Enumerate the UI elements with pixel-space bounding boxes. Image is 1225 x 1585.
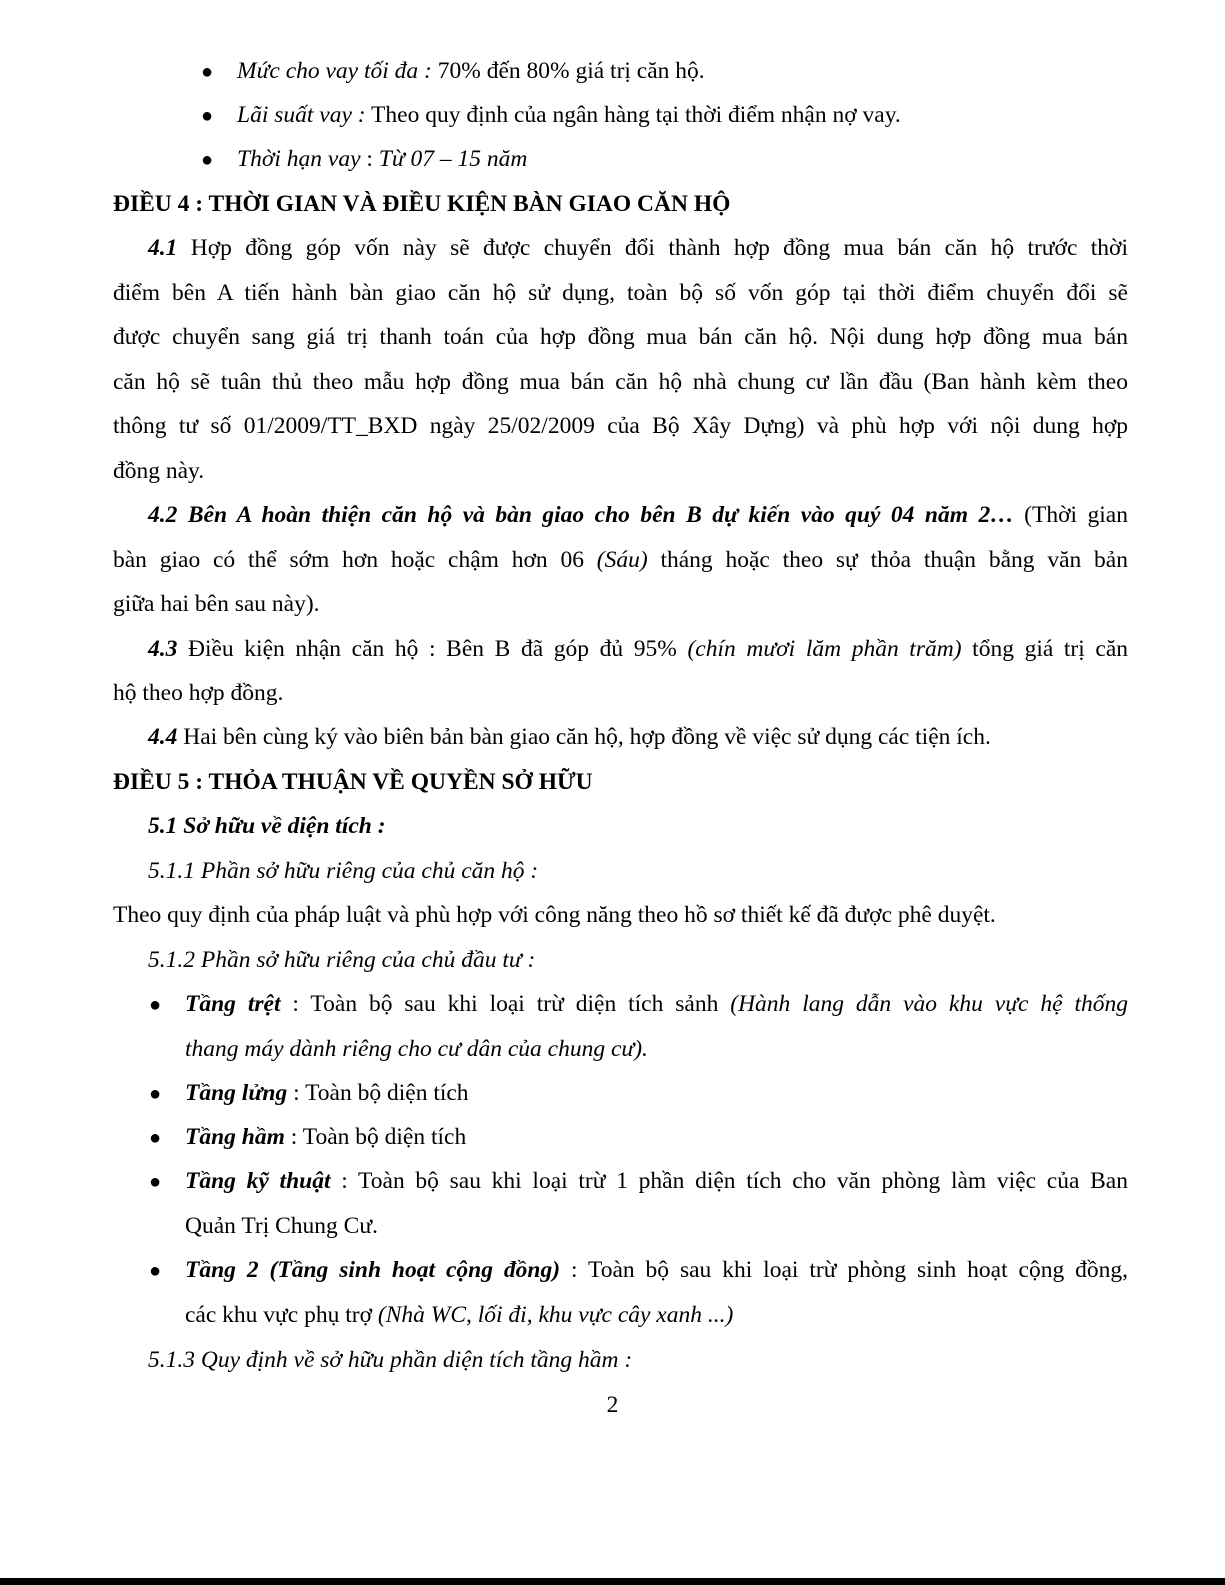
- para-4-1-line-6: đồng này.: [113, 458, 205, 484]
- floor-2-text: : Toàn bộ sau khi loại trừ phòng sinh hoạt cộng đồng,: [560, 1257, 1128, 1283]
- floor-ground-label: Tầng trệt: [185, 991, 281, 1017]
- floor-2-line-2: [185, 1300, 733, 1330]
- para-4-1-line-1: [148, 233, 1128, 263]
- para-4-2-text-b: tháng hoặc theo sự thỏa thuận bằng văn bản: [647, 547, 1128, 573]
- para-4-2-rest: (Thời gian: [1013, 502, 1128, 528]
- floor-technical-line-2: Quản Trị Chung Cư.: [185, 1213, 378, 1239]
- loan-max-item: [237, 56, 705, 86]
- article-5-heading: ĐIỀU 5 : THỎA THUẬN VỀ QUYỀN SỞ HỮU: [113, 769, 593, 795]
- section-5-1-3-title: 5.1.3 Quy định về sở hữu phần diện tích tầng hầm :: [148, 1347, 633, 1373]
- para-4-1-line-4: căn hộ sẽ tuân thủ theo mẫu hợp đồng mua bán căn hộ nhà chung cư lần đầu (Ban hành kèm theo: [113, 369, 1128, 395]
- loan-term-value: Từ 07 – 15 năm: [378, 146, 528, 172]
- floor-2-line-2-italic: (Nhà WC, lối đi, khu vực cây xanh ...): [377, 1302, 734, 1328]
- para-4-1-line-3: được chuyển sang giá trị thanh toán của hợp đồng mua bán căn hộ. Nội dung hợp đồng mua bán: [113, 324, 1128, 350]
- para-4-2-line-1: [148, 500, 1128, 530]
- bullet-icon: ●: [149, 1083, 162, 1105]
- floor-basement-text: : Toàn bộ diện tích: [284, 1124, 467, 1150]
- para-4-4-text: Hai bên cùng ký vào biên bản bàn giao căn hộ, hợp đồng về việc sử dụng các tiện ích.: [177, 724, 991, 750]
- floor-ground-italic: (Hành lang dẫn vào khu vực hệ thống: [730, 991, 1128, 1017]
- section-5-1-1-title: 5.1.1 Phần sở hữu riêng của chủ căn hộ :: [148, 858, 539, 884]
- para-4-3-text-b: tổng giá trị căn: [961, 636, 1129, 662]
- floor-mezzanine-text: : Toàn bộ diện tích: [287, 1080, 469, 1106]
- loan-term-label: Thời hạn vay: [237, 146, 361, 172]
- floor-technical-text: : Toàn bộ sau khi loại trừ 1 phần diện tích cho văn phòng làm việc của Ban: [330, 1168, 1128, 1194]
- para-4-2-italic: (Sáu): [596, 547, 648, 573]
- bullet-icon: ●: [201, 149, 214, 171]
- floor-2-line-2-text: các khu vực phụ trợ: [185, 1302, 378, 1328]
- para-4-2-bold: 4.2 Bên A hoàn thiện căn hộ và bàn giao cho bên B dự kiến vào quý 04 năm 2…: [148, 502, 1014, 528]
- para-4-4-number: 4.4: [148, 724, 178, 750]
- loan-max-label: Mức cho vay tối đa :: [237, 58, 432, 84]
- section-5-1-2-title: 5.1.2 Phần sở hữu riêng của chủ đầu tư :: [148, 947, 536, 973]
- floor-2-item: [185, 1255, 1128, 1285]
- para-4-1-text: Hợp đồng góp vốn này sẽ được chuyển đổi thành hợp đồng mua bán căn hộ trước thời: [177, 235, 1128, 261]
- para-4-4: [148, 722, 991, 752]
- loan-term-item: [237, 144, 527, 174]
- para-4-1-number: 4.1: [148, 235, 178, 261]
- floor-ground-line-2: thang máy dành riêng cho cư dân của chung cư).: [185, 1036, 648, 1062]
- floor-basement-label: Tầng hầm: [185, 1124, 285, 1150]
- bullet-icon: ●: [149, 1127, 162, 1149]
- para-4-3-italic: (chín mươi lăm phần trăm): [687, 636, 962, 662]
- page-number: 2: [606, 1392, 619, 1418]
- floor-ground-text: : Toàn bộ sau khi loại trừ diện tích sảnh: [280, 991, 731, 1017]
- bullet-icon: ●: [149, 994, 162, 1016]
- floor-2-label: Tầng 2 (Tầng sinh hoạt cộng đồng): [185, 1257, 561, 1283]
- floor-basement-item: [185, 1122, 466, 1152]
- section-5-1-1-text: Theo quy định của pháp luật và phù hợp với công năng theo hồ sơ thiết kế đã được phê duyệt.: [113, 902, 996, 928]
- bullet-icon: ●: [149, 1260, 162, 1282]
- loan-term-sep: :: [360, 146, 379, 172]
- article-4-heading: ĐIỀU 4 : THỜI GIAN VÀ ĐIỀU KIỆN BÀN GIAO CĂN HỘ: [113, 191, 731, 217]
- loan-max-text: 70% đến 80% giá trị căn hộ.: [431, 58, 705, 84]
- floor-mezzanine-item: [185, 1078, 469, 1108]
- para-4-2-line-3: giữa hai bên sau này).: [113, 591, 320, 617]
- para-4-3-text-a: Điều kiện nhận căn hộ : Bên B đã góp đủ 95%: [177, 636, 688, 662]
- floor-mezzanine-label: Tầng lửng: [185, 1080, 288, 1106]
- bullet-icon: ●: [201, 105, 214, 127]
- floor-technical-item: [185, 1166, 1128, 1196]
- loan-rate-label: Lãi suất vay :: [237, 102, 366, 128]
- para-4-3-number: 4.3: [148, 636, 178, 662]
- floor-technical-label: Tầng kỹ thuật: [185, 1168, 331, 1194]
- loan-rate-text: Theo quy định của ngân hàng tại thời điểm nhận nợ vay.: [365, 102, 901, 128]
- para-4-1-line-5: thông tư số 01/2009/TT_BXD ngày 25/02/2009 của Bộ Xây Dựng) và phù hợp với nội dung hợp: [113, 413, 1128, 439]
- para-4-3-line-1: [148, 634, 1128, 664]
- para-4-1-line-2: điểm bên A tiến hành bàn giao căn hộ sử dụng, toàn bộ số vốn góp tại thời điểm chuyển đổi sẽ: [113, 280, 1128, 306]
- para-4-2-line-2: [113, 545, 1128, 575]
- para-4-3-line-2: hộ theo hợp đồng.: [113, 680, 284, 706]
- loan-rate-item: [237, 100, 901, 130]
- floor-ground-item: [185, 989, 1128, 1019]
- bottom-border: [0, 1578, 1225, 1585]
- bullet-icon: ●: [149, 1171, 162, 1193]
- bullet-icon: ●: [201, 61, 214, 83]
- section-5-1-title: 5.1 Sở hữu về diện tích :: [148, 813, 386, 839]
- para-4-2-text-a: bàn giao có thể sớm hơn hoặc chậm hơn 06: [113, 547, 597, 573]
